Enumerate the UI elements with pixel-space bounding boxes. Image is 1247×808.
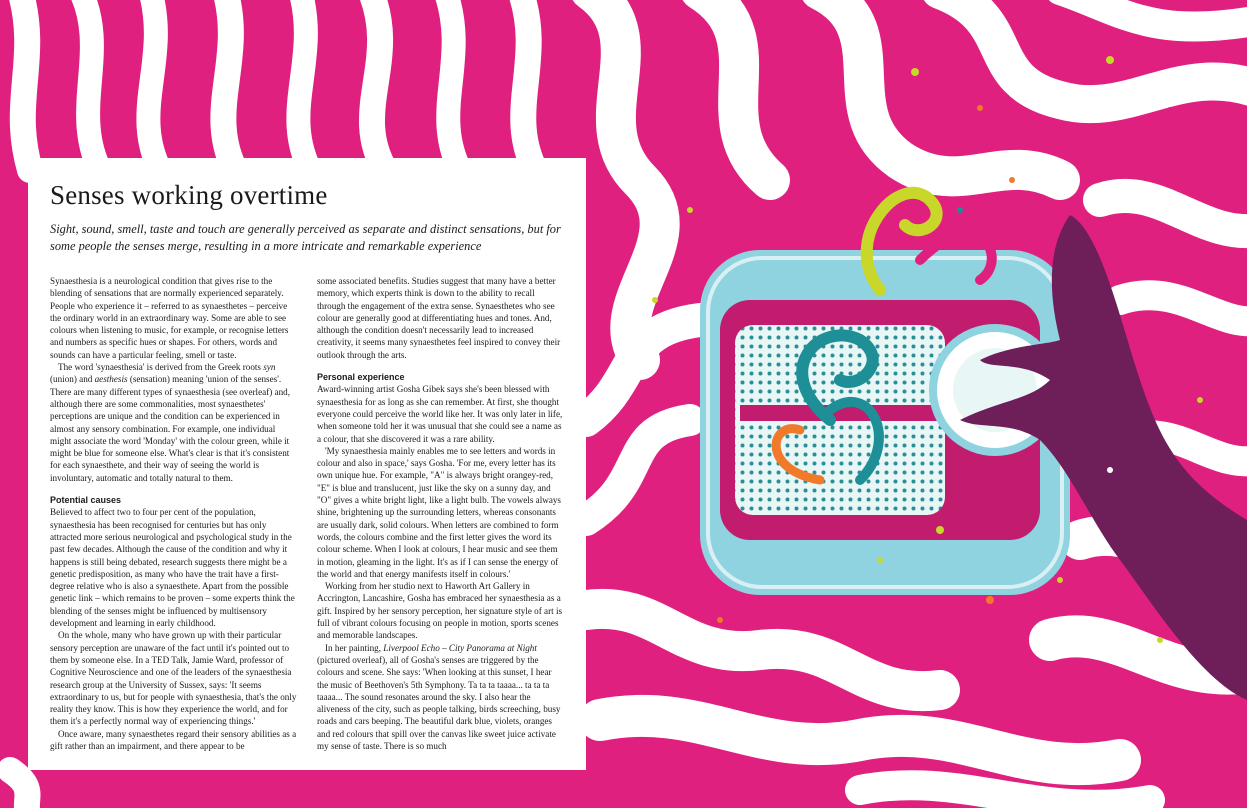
paragraph: 'My synaesthesia mainly enables me to see letters and words in colour and also in space,' says Gosha. 'For me, every letter has its own unique hue. For example, "A" is always bright orangey-red, "E" is blue and translucent, just like the sky on a sunny day, and "O" gives a white bright light, like a light bulb. The vowels always shine, brightening up the surrounding letters, whereas consonants are usually dark, solid colours. When letters are combined to form words, the colours combine and the first letter gives the word its colour scheme. When I look at colours, I hear music and see them in motion, gleaming in the light. It's as if I can sense the energy of the world and that energy manifests itself in colours.' — [317, 445, 561, 579]
paragraph: In her painting, Liverpool Echo – City Panorama at Night (pictured overleaf), all of Gosha's senses are triggered by the colours and scene. She says: 'When looking at this sunset, I hear the music of Beethoven's 5th Symphony. Ta ta ta taaaa... ta ta ta taaaa... The sound resonates around the sky. I also hear the aliveness of the city, such as people talking, birds screeching, busy roads and cars beeping. The beautiful dark blue, violets, oranges and red colours that spill over the canvas like sweet juice activate my sense of taste. There is so much — [317, 642, 561, 751]
section-heading: Personal experience — [317, 372, 405, 383]
column-left — [50, 275, 297, 752]
article-standfirst: Sight, sound, smell, taste and touch are generally perceived as separate and distinct sensations, but for some people the senses merge, resulting in a more intricate and remarkable experience — [50, 222, 561, 253]
column-right — [317, 275, 564, 752]
article-columns — [50, 275, 564, 752]
paragraph: Award-winning artist Gosha Gibek says she's been blessed with synaesthesia for as long as she can remember. At first, she thought everyone could perceive the world like her. It was only later in life, when someone told her it was unusual that she could see a name as a colour, that she discovered it was a rare ability. — [317, 384, 563, 444]
paragraph: Once aware, many synaesthetes regard their sensory abilities as a gift rather than an impairment, and there appear to be — [50, 728, 297, 751]
paragraph: Believed to affect two to four per cent of the population, synaesthesia has been recognised for centuries but has only attracted more serious neurological and psychological study in the past few decades. Although the cause of the condition and why it happens is still being debated, research suggests there might be a genetic predisposition, as many who have the trait have a first-degree relative who is also a synaesthete. Apart from the possible genetic link – which remains to be proven – some experts think the blending of the senses might be influenced by multisensory development and learning in early childhood. — [50, 507, 295, 629]
section-heading: Potential causes — [50, 495, 122, 506]
article-title: Senses working overtime — [50, 180, 328, 210]
article-panel — [28, 158, 586, 770]
paragraph: Synaesthesia is a neurological condition that gives rise to the blending of sensations that are normally experienced separately. People who experience it – referred to as synaesthetes – perceive the ordinary world in an extraordinary way. Some are able to see colours when listening to music, for example, or recognise letters and numbers as specific hues or shapes. For others, words and sounds can have a particular feeling, smell or taste. — [50, 276, 289, 360]
paragraph: The word 'synaesthesia' is derived from the Greek roots syn (union) and aesthesis (sensation) meaning 'union of the senses'. There are many different types of synaesthesia (see overleaf) and, although there are some commonalities, most synaesthetes' perceptions are unique and the condition can be experienced in almost any sensory combination. For example, one individual might associate the word 'Monday' with the colour green, while it might be blue for someone else. What's clear is that it's consistent for each synaesthete, and their way of seeing the world is involuntary, automatic and totally natural to them. — [50, 362, 291, 483]
paragraph: some associated benefits. Studies suggest that many have a better memory, which experts think is down to the ability to recall through the engagement of the extra sense. Synaesthetes who see colour are generally good at differentiating hues and tones. And, although the condition doesn't necessarily lead to increased creativity, it seems many synaesthetes feel inspired to convey their outlook through the arts. — [317, 276, 561, 360]
paragraph: Working from her studio next to Haworth Art Gallery in Accrington, Lancashire, Gosha has embraced her synaesthesia as a gift. Inspired by her sensory perception, her signature style of art is full of vibrant colours focusing on people in motion, sports scenes and memorable landscapes. — [317, 581, 563, 641]
paragraph: On the whole, many who have grown up with their particular sensory perception are unaware of the fact until it's pointed out to them by someone else. In a TED Talk, Jamie Ward, professor of Cognitive Neuroscience and one of the leaders of the synaesthesia research group at the University of Sussex, says: 'It seems extraordinary to us, but for people with synaesthesia, that's the only reality they know. This is how they experience the world, and for them it's a perfectly normal way of experiencing things.' — [50, 630, 297, 727]
